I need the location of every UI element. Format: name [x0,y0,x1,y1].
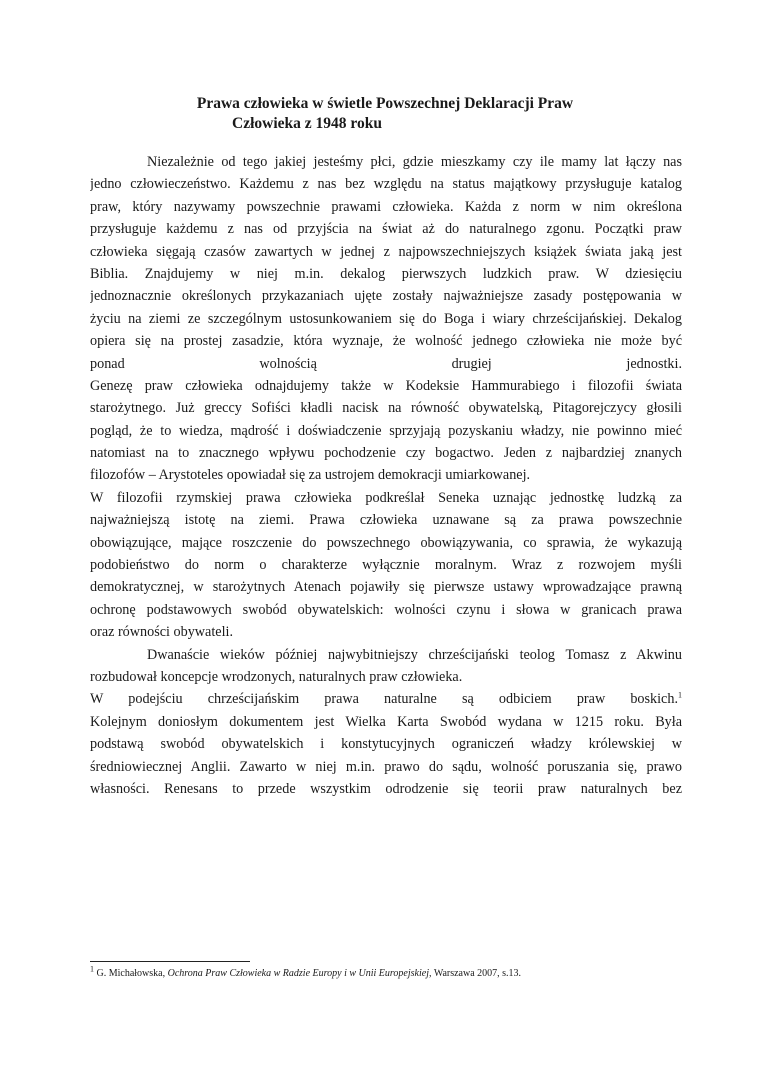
text-line: ochronę podstawowych swobód obywatelskich: wolności czynu i słowa w granicach prawa [90,601,682,618]
text-line: podstawą swobód obywatelskich i konstytucyjnych ograniczeń władzy królewskiej w [90,736,682,753]
text-line: Dwanaście wieków później najwybitniejszy chrześcijański teolog Tomasz z Akwinu [147,646,682,663]
footnote-title: Ochrona Praw Człowieka w Radzie Europy i w Unii Europejskiej, [167,968,432,979]
text-line: obowiązujące, mające roszczenie do powszechnego obowiązywania, co sprawia, że wykazują [90,534,682,551]
paragraph [90,644,682,689]
text-line: jednoznacznie określonych przykazaniach ujęte zostały najważniejsze zasady postępowania w [90,288,682,305]
text-line: Niezależnie od tego jakiej jesteśmy płci, gdzie mieszkamy czy ile mamy lat łączy nas [147,154,682,170]
text-line: średniowiecznej Anglii. Zawarto w niej m.in. prawo do sądu, wolność poruszania się, prawo [90,758,682,775]
footnote-number: 1 [90,964,94,974]
footnote [90,964,690,981]
footnote-publication: Warszawa 2007, s.13. [433,968,522,979]
text-line: demokratycznej, w starożytnych Atenach pojawiły się pierwsze ustawy wprowadzające prawną [90,579,682,596]
text-line: przysługuje każdemu z nas od przyjścia na świat aż do naturalnego zgonu. Początki praw [90,221,682,238]
text-line: Genezę praw człowieka odnajdujemy także w Kodeksie Hammurabiego i filozofii świata [90,377,682,394]
text-line: życiu na ziemi ze szczególnym ustosunkowaniem się do Boga i wiary chrześcijańskiej. Dekalog [90,310,682,327]
text-line: własności. Renesans to przede wszystkim odrodzenie się teorii praw naturalnych bez [90,780,682,797]
footnote-separator [90,961,250,962]
text-line: opiera się na prostej zasadzie, która wyznaje, że wolność jednego człowieka nie może być [90,333,682,350]
text-line: starożytnego. Już greccy Sofiści kładli nacisk na równość obywatelską, Pitagorejczycy głosili [90,400,682,417]
document-title-line-2: Człowieka z 1948 roku [232,115,382,132]
text-line: filozofów – Arystoteles opowiadał się za ustrojem demokracji umiarkowanej. [90,467,531,484]
paragraph [90,688,682,800]
text-line: natomiast na to znacznego wpływu pochodzenie czy bogactwo. Jeden z najbardziej znanych [90,445,682,462]
text-line: pogląd, że to wiedza, mądrość i doświadczenie sprzyjają pozyskaniu władzy, nie powinno mieć [90,422,682,439]
document-body [90,151,682,800]
text-line: praw, który nazywamy powszechnie prawami człowieka. Każda z norm w nim określona [90,198,682,215]
paragraph [90,375,682,487]
text-line: ponad wolnością drugiej jednostki. [90,355,682,372]
footnote-marker[interactable]: 1 [678,690,682,700]
paragraph [90,487,682,644]
text-line: W podejściu chrześcijańskim prawa naturalne są odbiciem praw boskich. [90,691,678,708]
footnote-author: G. Michałowska, [96,968,166,979]
text-line: Biblia. Znajdujemy w niej m.in. dekalog pierwszych ludzkich praw. W dziesięciu [90,265,682,282]
text-line: podobieństwo do norm o charakterze wyłącznie moralnym. Wraz z rozwojem myśli [90,557,682,574]
paragraph [90,151,682,375]
text-line: jedno człowieczeństwo. Każdemu z nas bez względu na status majątkowy przysługuje katalog [90,176,682,193]
text-line: oraz równości obywateli. [90,624,234,641]
text-line: W filozofii rzymskiej prawa człowieka podkreślał Seneka uznając jednostkę ludzką za [90,489,682,506]
text-line: najważniejszą istotę na ziemi. Prawa człowieka uznawane są za prawa powszechnie [90,512,682,529]
text-line: rozbudował koncepcje wrodzonych, naturalnych praw człowieka. [90,668,463,685]
document-title-line-1: Prawa człowieka w świetle Powszechnej Deklaracji Praw [196,95,574,112]
text-line-with-footnote [90,688,682,710]
text-line: Kolejnym doniosłym dokumentem jest Wielka Karta Swobód wydana w 1215 roku. Była [90,713,682,730]
text-line: człowieka sięgają czasów zawartych w jednej z najpowszechniejszych książek świata jaką jest [90,243,682,260]
